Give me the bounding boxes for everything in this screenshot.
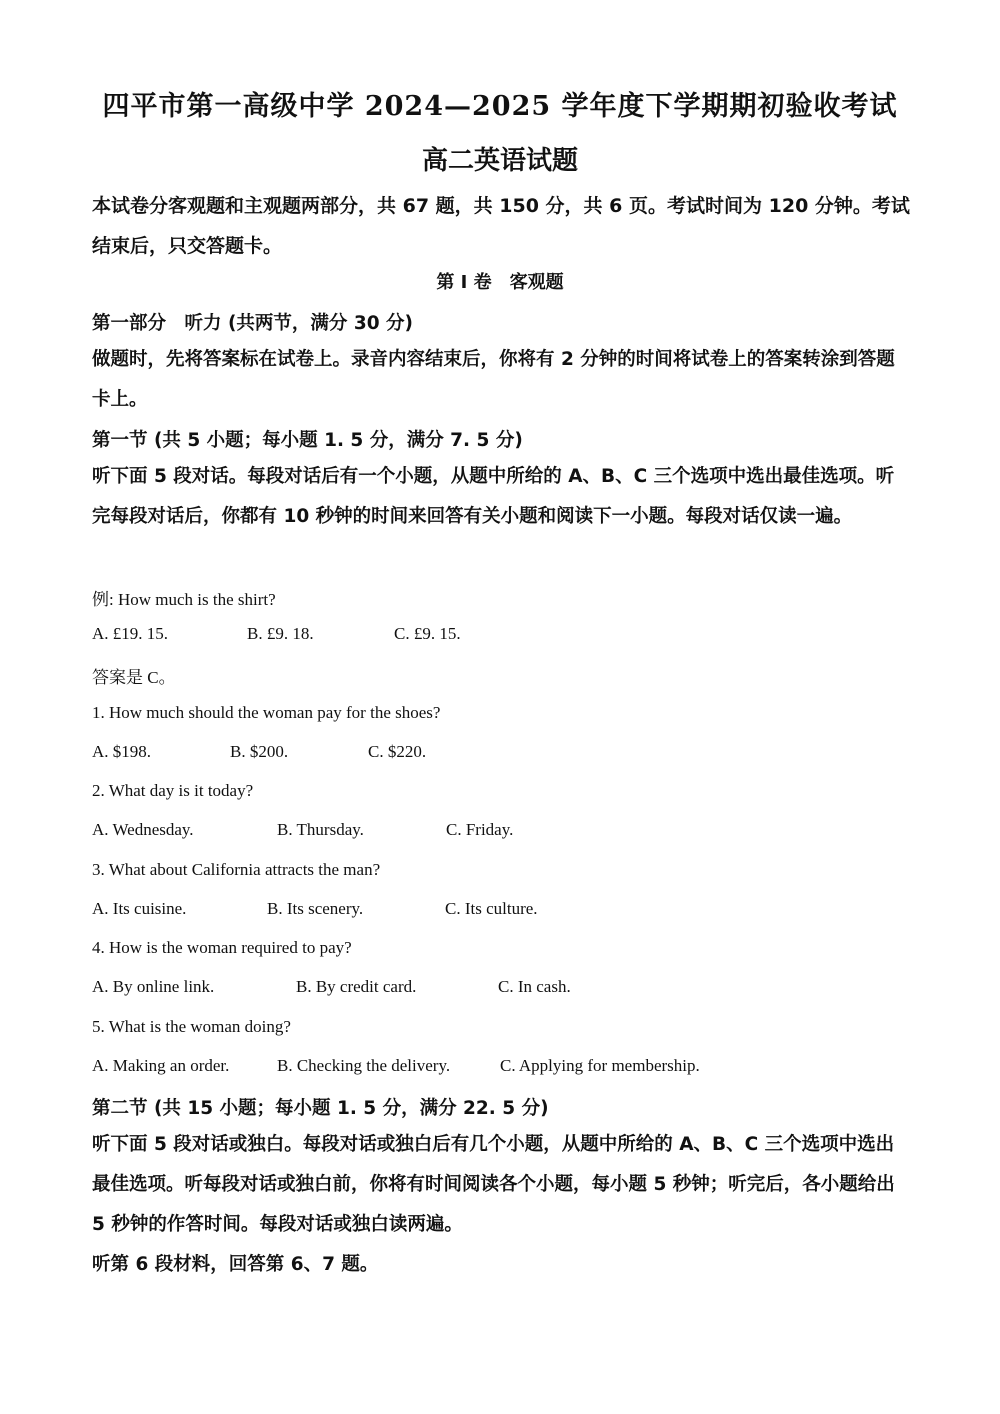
question-5-option-c: C. Applying for membership.	[500, 1056, 700, 1075]
question-3: 3. What about California attracts the man?	[92, 860, 381, 879]
question-1: 1. How much should the woman pay for the shoes?	[92, 703, 441, 722]
volume-heading: 第 I 卷 客观题	[436, 272, 564, 293]
exam-title: 四平市第一高级中学 2024—2025 学年度下学期期初验收考试	[102, 91, 898, 122]
question-4-option-a: A. By online link.	[92, 977, 215, 996]
question-3-option-a: A. Its cuisine.	[92, 899, 187, 918]
question-2-option-a: A. Wednesday.	[92, 820, 194, 839]
question-5-option-a: A. Making an order.	[92, 1056, 230, 1075]
question-2: 2. What day is it today?	[92, 781, 254, 800]
example-option-b: B. £9. 18.	[247, 624, 314, 643]
section2-heading: 第二节 (共 15 小题；每小题 1. 5 分，满分 22. 5 分)	[92, 1098, 549, 1119]
material-6-heading: 听第 6 段材料，回答第 6、7 题。	[92, 1254, 379, 1275]
question-3-option-c: C. Its culture.	[445, 899, 538, 918]
question-3-option-b: B. Its scenery.	[267, 899, 364, 918]
question-4-option-c: C. In cash.	[498, 977, 571, 996]
section2-instruction: 听下面 5 段对话或独白。每段对话或独白后有几个小题，从题中所给的 A、B、C 三个选项中选出最佳选项。听每段对话或独白前，你将有时间阅读各个小题，每小题 5 秒钟；听完后，各小题给出 5 秒钟的作答时间。每段对话或独白读两遍。	[92, 1134, 895, 1235]
question-4-option-b: B. By credit card.	[296, 977, 417, 996]
question-1-option-c: C. $220.	[368, 742, 427, 761]
example-option-a: A. £19. 15.	[92, 624, 169, 643]
question-2-option-b: B. Thursday.	[277, 820, 364, 839]
part1-heading: 第一部分 听力 (共两节，满分 30 分)	[92, 313, 413, 334]
example-answer: 答案是 C。	[92, 668, 176, 687]
example-question: 例: How much is the shirt?	[92, 590, 276, 609]
question-5: 5. What is the woman doing?	[92, 1017, 291, 1036]
example-option-c: C. £9. 15.	[394, 624, 461, 643]
question-1-option-a: A. $198.	[92, 742, 152, 761]
question-2-option-c: C. Friday.	[446, 820, 514, 839]
exam-subtitle: 高二英语试题	[421, 146, 578, 176]
question-1-option-b: B. $200.	[230, 742, 289, 761]
part1-instruction: 做题时，先将答案标在试卷上。录音内容结束后，你将有 2 分钟的时间将试卷上的答案转涂到答题卡上。	[92, 349, 895, 410]
question-5-option-b: B. Checking the delivery.	[277, 1056, 451, 1075]
section1-heading: 第一节 (共 5 小题；每小题 1. 5 分，满分 7. 5 分)	[92, 430, 523, 451]
question-4: 4. How is the woman required to pay?	[92, 938, 352, 957]
section1-instruction: 听下面 5 段对话。每段对话后有一个小题，从题中所给的 A、B、C 三个选项中选出最佳选项。听完每段对话后，你都有 10 秒钟的时间来回答有关小题和阅读下一小题。每段对话仅读一遍。	[92, 466, 895, 527]
exam-intro: 本试卷分客观题和主观题两部分，共 67 题，共 150 分，共 6 页。考试时间为 120 分钟。考试结束后，只交答题卡。	[92, 195, 910, 257]
